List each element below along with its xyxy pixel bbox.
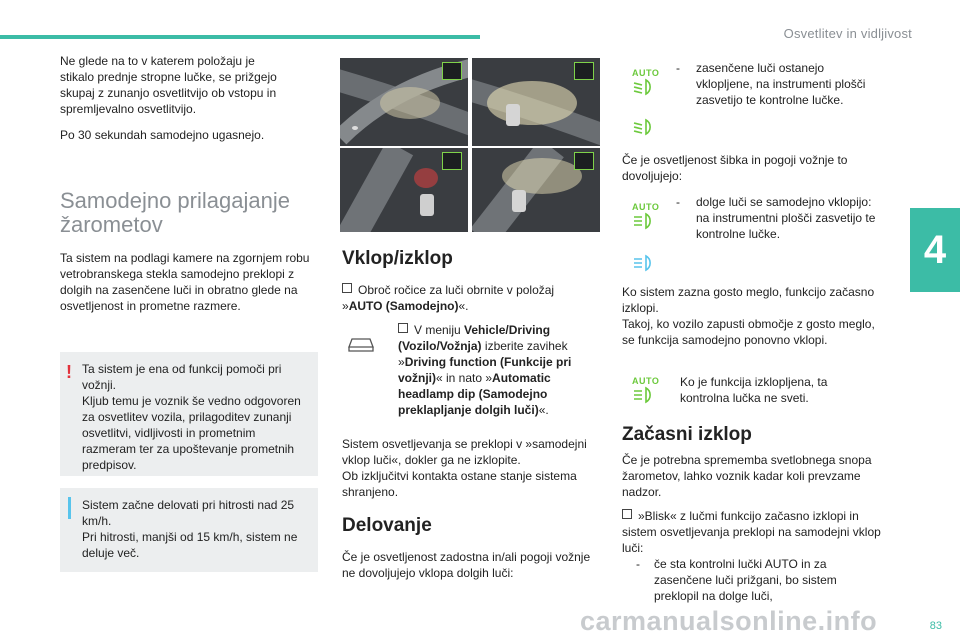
dash-1: - [676,61,680,75]
dash-3: - [636,557,640,571]
low-light-paragraph: Če je osvetljenost šibka in pogoji vožnje to dovoljujejo: [622,153,848,183]
watermark: carmanualsonline.info [580,606,878,636]
heading-on-off: Vklop/izklop [342,248,453,269]
override-paragraph: Če je potrebna sprememba svetlobnega snopa žarometov, lahko voznik kadar koli prevzame nadzor. [622,453,872,499]
auto-label: AUTO [632,202,660,212]
checkbox-icon [398,323,408,333]
item-high-beam-on: dolge luči se samodejno vklopijo: na instrumentni plošči zasvetijo te kontrolne lučke. [696,195,876,241]
high-beam-auto-icon [574,62,594,80]
system-description: Ta sistem na podlagi kamere na zgornjem robu vetrobranskega stekla samodejno preklopi z dolgih na zasenčene luči in obratno glede na osvetljenost in prometne razmere. [60,251,310,313]
checkbox-icon [342,283,352,293]
menu-instruction: V meniju Vehicle/Driving (Vozilo/Vožnja) izberite zavihek »Driving function (Funkcije pri vožnji)« in nato »Automatic headlamp dip (Samodejno preklapljanje dolgih luči)«. [398,323,572,417]
fog-paragraph: Ko sistem zazna gosto meglo, funkcijo začasno izklopi. Takoj, ko vozilo zapusti območje z gosto meglo, se funkcija samodejno ponovno vklopi. [622,285,875,347]
timeout-paragraph: Po 30 sekundah samodejno ugasnejo. [60,128,265,142]
warning-box [60,352,318,476]
page-number: 83 [929,620,942,632]
dash-2: - [676,195,680,209]
low-beam-icon [632,118,662,136]
chapter-tab: 4 [910,208,960,292]
photo-oncoming-car [340,148,468,232]
high-beam-icon [632,254,662,272]
operation-paragraph: Če je osvetljenost zadostna in/ali pogoji vožnje ne dovoljujejo vklopa dolgih luči: [342,550,591,580]
warning-text: Ta sistem je ena od funkcij pomoči pri vožnji. Kljub temu je voznik še vedno odgovoren za osvetlitev vozila, prilagoditev zunanji osvetlitvi, vidljivosti in prometnim razmeram ter za upoštevanje prometnih predpisov. [82,362,301,472]
photo-low-beam-curve [340,58,468,146]
auto-low-beam-icon [632,68,668,102]
info-icon [68,497,71,519]
intro-paragraph: Ne glede na to v katerem položaju je stikalo prednje stropne lučke, se prižgejo skupaj z zunanjo osvetlitvijo ob vstopu in spremljevalno osvetlitvijo. [60,54,277,116]
item-function-off: Ko je funkcija izklopljena, ta kontrolna lučka ne sveti. [680,375,828,405]
heading-operation: Delovanje [342,515,432,536]
low-beam-icon [574,152,594,170]
sub-item-switch-high: če sta kontrolni lučki AUTO in za zasenčene luči prižgani, bo sistem preklopil na dolge luči, [654,557,837,603]
checkbox-icon [622,509,632,519]
photo-high-beam-curve [472,58,600,146]
item-low-beam-stays: zasenčene luči ostanejo vklopljene, na instrumenti plošči zasvetijo te kontrolne lučke. [696,61,866,107]
high-beam-auto-icon [442,152,462,170]
bullet-lighting-ring: Obroč ročice za luči obrnite v položaj »AUTO (Samodejno)«. [342,283,555,313]
auto-label: AUTO [632,376,660,386]
high-beam-auto-icon [442,62,462,80]
warning-icon: ! [66,362,72,382]
system-on-paragraph: Sistem osvetljevanja se preklopi v »samodejni vklop luči«, dokler ga ne izklopite. Ob izključitvi kontakta ostane stanje sistema shranjeno. [342,437,587,499]
section-heading-auto-beam: Samodejno prilagajanje žarometov [60,188,290,237]
heading-temporary-off: Začasni izklop [622,424,752,445]
page-header-title: Osvetlitev in vidljivost [783,26,912,41]
auto-label: AUTO [632,68,660,78]
info-text: Sistem začne delovati pri hitrosti nad 25 km/h. Pri hitrosti, manjši od 15 km/h, sistem ne deluje več. [82,498,298,560]
car-settings-icon [346,332,376,354]
header-accent-bar [0,35,480,39]
auto-off-icon [632,376,668,410]
photo-following-car [472,148,600,232]
flash-bullet: »Blisk« z lučmi funkcijo začasno izklopi in sistem osvetljevanja preklopi na samodejni vklop luči: [622,509,881,555]
auto-high-beam-icon [632,202,668,236]
info-box [60,488,318,572]
